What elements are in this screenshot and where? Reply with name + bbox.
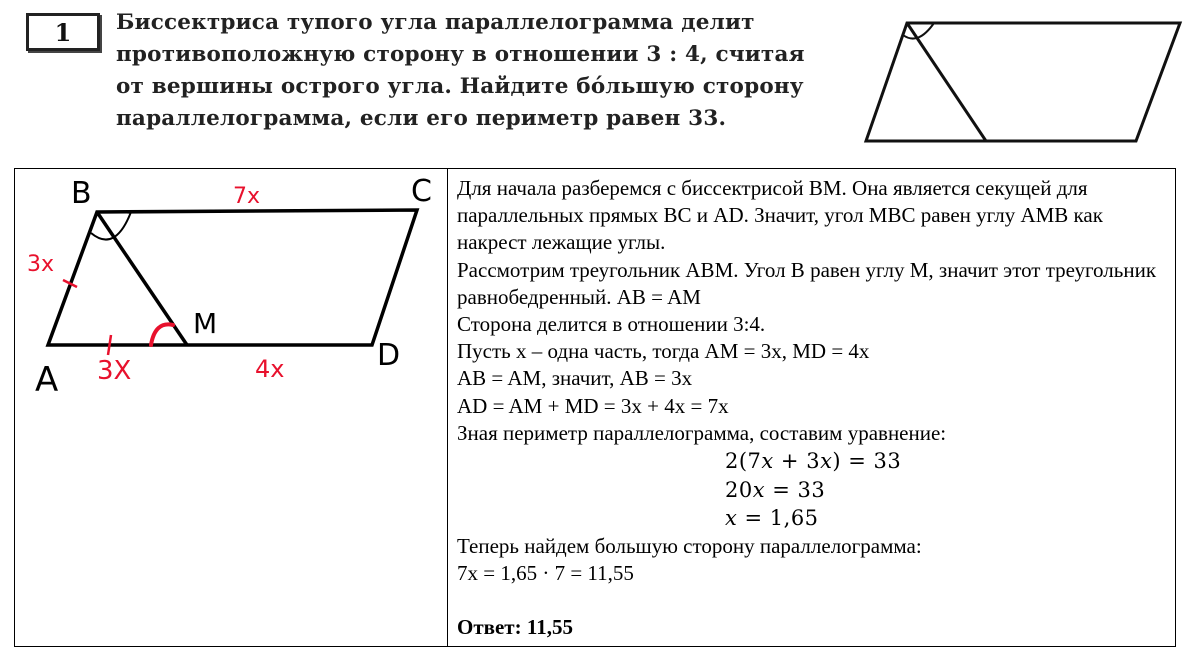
spacer bbox=[457, 587, 1169, 614]
solution-line: Пусть x – одна часть, тогда AM = 3x, MD = 4x bbox=[457, 339, 870, 364]
solution-line: Для начала разберемся с биссектрисой BM. Она является секущей для параллельных прямых BC и AD. Значит, угол MBC равен углу AMB как накрест лежащие углы. bbox=[457, 176, 1103, 255]
solution-line: Рассмотрим треугольник ABM. Угол B равен углу M, значит этот треугольник равнобедренный. AB = AM bbox=[457, 257, 1157, 309]
label-vertex-m: M bbox=[193, 307, 218, 340]
label-vertex-c: C bbox=[411, 174, 432, 209]
figure-bisector bbox=[907, 23, 986, 141]
label-vertex-b: B bbox=[71, 176, 92, 211]
equation-line: 2(7𝑥 + 3𝑥) = 33 bbox=[725, 449, 902, 474]
solution-line: Зная периметр параллелограмма, составим уравнение: bbox=[457, 420, 947, 445]
solution-text bbox=[457, 175, 1169, 641]
solution-line: AD = AM + MD = 3x + 4x = 7x bbox=[457, 393, 729, 418]
solution-line: Теперь найдем большую сторону параллелограмма: bbox=[457, 533, 922, 558]
solution-table bbox=[14, 168, 1176, 647]
problem-statement: Биссектриса тупого угла параллелограмма делит противоположную сторону в отношении 3 : 4, считая от вершины острого угла. Найдите бо́льшую сторону параллелограмма, если его периметр равен 33. bbox=[116, 10, 805, 131]
equation-block bbox=[725, 447, 1169, 533]
tick-mark-am bbox=[108, 335, 111, 355]
solution-line: 7x = 1,65 · 7 = 11,55 bbox=[457, 561, 634, 586]
figure-parallelogram-outline bbox=[866, 23, 1180, 141]
angle-arc-m bbox=[151, 324, 173, 345]
problem-parallelogram-figure bbox=[860, 20, 1190, 148]
solution-drawing bbox=[15, 169, 447, 646]
answer-line: Ответ: 11,55 bbox=[457, 615, 573, 640]
table-divider bbox=[447, 169, 448, 646]
solution-line: AB = AM, значит, AB = 3x bbox=[457, 366, 693, 391]
task-number-label: 1 bbox=[54, 17, 72, 47]
parallelogram-abcd bbox=[48, 210, 417, 345]
label-segment-bc: 7x bbox=[233, 184, 261, 209]
solution-line: Сторона делится в отношении 3:4. bbox=[457, 312, 766, 337]
label-segment-am: 3X bbox=[97, 356, 132, 386]
task-number bbox=[26, 13, 100, 51]
equation-line: 𝑥 = 1,65 bbox=[725, 506, 819, 531]
label-segment-md: 4x bbox=[255, 355, 285, 383]
label-segment-ab: 3x bbox=[27, 252, 55, 277]
label-vertex-d: D bbox=[377, 338, 401, 373]
equation-line: 20𝑥 = 33 bbox=[725, 477, 826, 502]
label-vertex-a: A bbox=[35, 360, 59, 400]
